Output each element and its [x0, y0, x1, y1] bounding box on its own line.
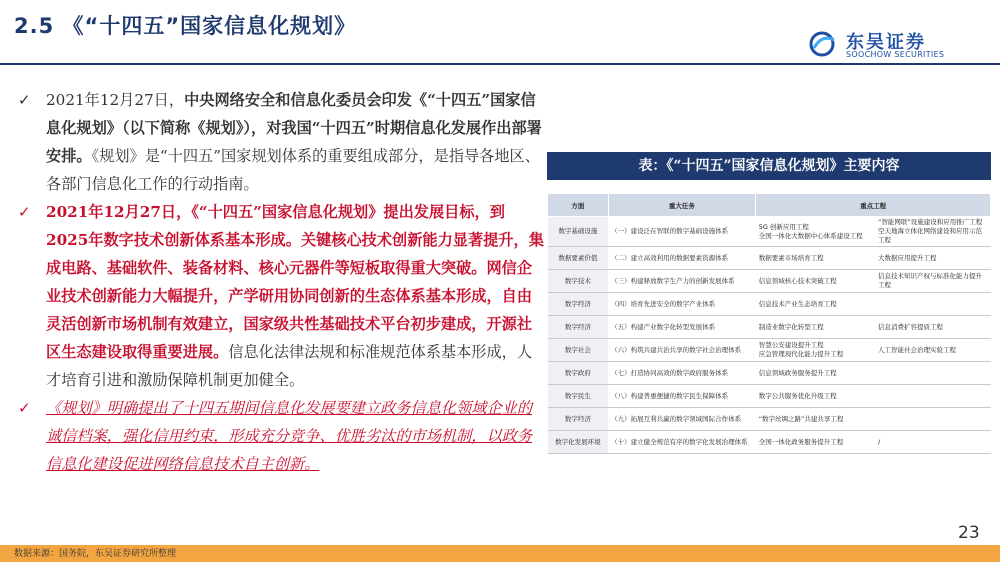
- table-row: [548, 339, 991, 362]
- table-row: [548, 316, 991, 339]
- table-cell: （六）构筑共建共治共享的数字社会治理体系: [608, 339, 756, 362]
- table-cell: “数字丝绸之路”共建共享工程: [756, 408, 875, 431]
- table-cell: 数字社会: [548, 339, 609, 362]
- footer-source: 数据来源：国务院，东吴证券研究所整理: [14, 549, 177, 559]
- table-cell: （八）构建普惠便捷的数字民生保障体系: [608, 385, 756, 408]
- table-cell: /: [875, 431, 991, 454]
- bullet-list: [14, 86, 544, 478]
- table-cell: 数字民生: [548, 385, 609, 408]
- table-row: [548, 217, 991, 247]
- table-row: [548, 408, 991, 431]
- logo-cn-text: 东吴证券: [846, 32, 926, 53]
- header-cell: 方面: [548, 194, 609, 217]
- table-cell: 数字政府: [548, 362, 609, 385]
- table-caption: 表：《“十四五”国家信息化规划》主要内容: [547, 152, 991, 180]
- table-cell: 数字经济: [548, 408, 609, 431]
- table-cell: 5G 创新应用工程 全国一体化大数据中心体系建设工程: [756, 217, 875, 247]
- table-row: [548, 247, 991, 270]
- bullet-text: 《规划》是“十四五”国家规划体系的重要组成部分，是指导各地区、各部门信息化工作的行动指南。: [46, 147, 540, 193]
- table-cell: （九）拓展互利共赢的数字领域国际合作体系: [608, 408, 756, 431]
- bullet-text: 信息化法律法规和标准规范体系基本形成，人才培育引进和激励保障机制更加健全。: [46, 343, 532, 389]
- table-row: [548, 431, 991, 454]
- plan-table: [547, 193, 991, 454]
- table-cell: 数据要素价值: [548, 247, 609, 270]
- check-icon: ✓: [18, 399, 31, 417]
- table-cell: 智慧公安建设提升工程 应急管理现代化能力提升工程: [756, 339, 875, 362]
- table-cell: 数字技术: [548, 270, 609, 293]
- bullet-emphasis: 中央网络安全和信息化委员会印发《“十四五”国家信息化规划》（以下简称《规划》），对我国“十四五”时期信息化发展作出部署安排。: [46, 91, 542, 165]
- table-cell: （一）建设泛在智联的数字基础设施体系: [608, 217, 756, 247]
- table-cell: （三）构建释放数字生产力的创新发展体系: [608, 270, 756, 293]
- header-cell: 重大任务: [608, 194, 756, 217]
- table-cell: [875, 362, 991, 385]
- table-cell: 数字经济: [548, 316, 609, 339]
- table-cell: 数字公共服务优化升级工程: [756, 385, 875, 408]
- table-cell: （七）打造协同高效的数字政府服务体系: [608, 362, 756, 385]
- bullet-italic: 《规划》明确提出了十四五期间信息化发展要建立政务信息化领域企业的诚信档案，强化信用约束，形成充分竞争、优胜劣汰的市场机制，以政务信息化建设促进网络信息技术自主创新。: [46, 399, 532, 473]
- table-row: [548, 270, 991, 293]
- bullet-highlight: 2021年12月27日，《“十四五”国家信息化规划》提出发展目标，到2025年数字技术创新体系基本形成。关键核心技术创新能力显著提升，集成电路、基础软件、装备材料、核心元器件等短板取得重大突破。网信企业技术创新能力大幅提升，产学研用协同创新的生态体系基本形成，自由灵活创新市场机制有效建立，国家级共性基础技术平台初步建成，开源社区生态建设取得重要进展。: [46, 203, 544, 361]
- table-cell: 数字基础设施: [548, 217, 609, 247]
- table-cell: [875, 293, 991, 316]
- table-cell: “智能网联”设施建设和应用推广工程 空天地海立体化网络建设和应用示范工程: [875, 217, 991, 247]
- table-cell: 人工智能社会治理实验工程: [875, 339, 991, 362]
- table-cell: 全国一体化政务服务提升工程: [756, 431, 875, 454]
- table-cell: 信息技术产业生态培育工程: [756, 293, 875, 316]
- table-cell: 信息领域核心技术突破工程: [756, 270, 875, 293]
- bullet-item: [14, 198, 544, 394]
- table-cell: 信息消费扩容提质工程: [875, 316, 991, 339]
- table-cell: 制造业数字化转型工程: [756, 316, 875, 339]
- table-cell: （四）培育先进安全的数字产业体系: [608, 293, 756, 316]
- table-cell: 数据要素市场培育工程: [756, 247, 875, 270]
- table-cell: 大数据应用提升工程: [875, 247, 991, 270]
- table-header-row: [548, 194, 991, 217]
- table-cell: （二）建立高效利用的数据要素资源体系: [608, 247, 756, 270]
- check-icon: ✓: [18, 91, 31, 109]
- check-icon: ✓: [18, 203, 31, 221]
- table-cell: [875, 385, 991, 408]
- soochow-logo: [808, 28, 978, 62]
- table-cell: 数字化发展环境: [548, 431, 609, 454]
- table-cell: [875, 408, 991, 431]
- soochow-logo-icon: [808, 30, 842, 58]
- page-title: 2.5 《“十四五”国家信息化规划》: [14, 14, 357, 38]
- table-cell: 信息领域政务服务提升工程: [756, 362, 875, 385]
- table-cell: 数字经济: [548, 293, 609, 316]
- table-row: [548, 293, 991, 316]
- table-row: [548, 385, 991, 408]
- bullet-text: 2021年12月27日，: [46, 91, 185, 109]
- table-cell: （十）建立健全规范有序的数字化发展治理体系: [608, 431, 756, 454]
- header-divider: [0, 63, 1000, 65]
- table-cell: （五）构建产业数字化转型发展体系: [608, 316, 756, 339]
- bullet-item: [14, 86, 544, 198]
- table-row: [548, 362, 991, 385]
- header-cell: 重点工程: [756, 194, 991, 217]
- table-cell: 信息技术知识产权与标准化能力提升工程: [875, 270, 991, 293]
- bullet-item: [14, 394, 544, 478]
- page-number: 23: [958, 523, 980, 543]
- logo-en-text: SOOCHOW SECURITIES: [846, 50, 945, 59]
